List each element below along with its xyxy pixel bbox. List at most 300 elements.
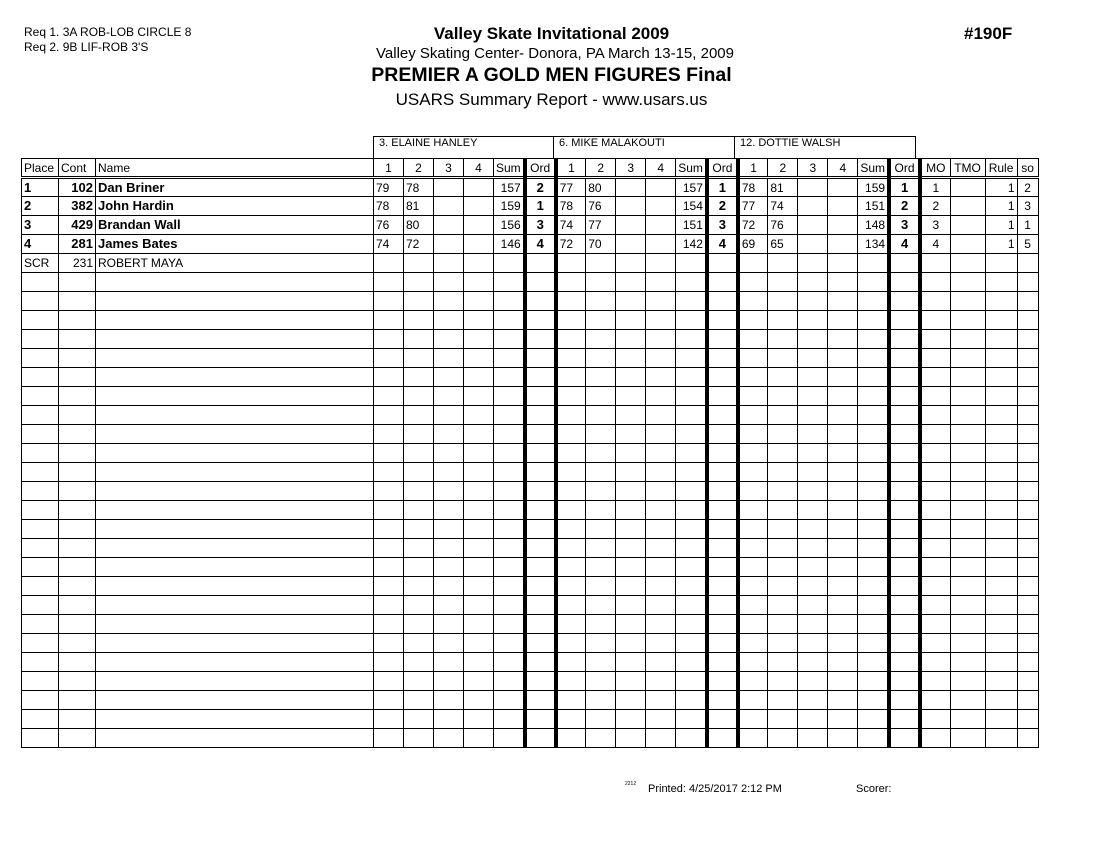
empty-cell [22, 406, 59, 425]
empty-cell [828, 368, 858, 387]
empty-cell [920, 596, 950, 615]
empty-row [22, 691, 1039, 710]
empty-cell [985, 463, 1017, 482]
empty-row [22, 710, 1039, 729]
empty-cell [676, 311, 707, 330]
empty-cell [464, 349, 494, 368]
empty-cell [525, 615, 556, 634]
score4-cell [646, 197, 676, 216]
col-j3-score1: 1 [738, 159, 768, 178]
result-row [22, 178, 1039, 197]
empty-cell [616, 501, 646, 520]
empty-cell [404, 634, 434, 653]
score2-cell [768, 254, 798, 273]
empty-cell [59, 558, 96, 577]
empty-cell [676, 406, 707, 425]
empty-cell [22, 577, 59, 596]
cont-cell: 102 [59, 178, 96, 197]
col-tmo: TMO [950, 159, 985, 178]
empty-cell [858, 482, 889, 501]
empty-cell [738, 672, 768, 691]
empty-cell [59, 672, 96, 691]
ord-cell: 4 [525, 235, 556, 254]
empty-cell [494, 653, 525, 672]
empty-cell [494, 273, 525, 292]
empty-cell [646, 539, 676, 558]
empty-cell [768, 330, 798, 349]
empty-cell [798, 463, 828, 482]
empty-cell [59, 463, 96, 482]
empty-cell [525, 330, 556, 349]
empty-cell [738, 653, 768, 672]
empty-cell [404, 330, 434, 349]
empty-cell [586, 311, 616, 330]
empty-cell [858, 615, 889, 634]
col-place: Place [22, 159, 59, 178]
score2-cell: 76 [768, 216, 798, 235]
col-rule: Rule [985, 159, 1017, 178]
empty-cell [464, 691, 494, 710]
name-cell: John Hardin [96, 197, 374, 216]
empty-cell [616, 691, 646, 710]
empty-cell [676, 425, 707, 444]
empty-cell [950, 273, 985, 292]
empty-cell [434, 558, 464, 577]
empty-cell [798, 425, 828, 444]
empty-cell [920, 273, 950, 292]
empty-cell [374, 330, 404, 349]
place-cell: 3 [22, 216, 59, 235]
empty-cell [1017, 691, 1038, 710]
score2-cell [586, 254, 616, 273]
empty-cell [1017, 330, 1038, 349]
empty-cell [374, 653, 404, 672]
empty-cell [768, 558, 798, 577]
empty-cell [707, 672, 738, 691]
empty-cell [525, 558, 556, 577]
empty-cell [828, 387, 858, 406]
empty-cell [828, 729, 858, 748]
sum-cell [676, 254, 707, 273]
empty-cell [59, 311, 96, 330]
col-j3-ord: Ord [889, 159, 920, 178]
tmo-cell [950, 254, 985, 273]
empty-cell [768, 349, 798, 368]
empty-cell [374, 634, 404, 653]
empty-cell [616, 577, 646, 596]
empty-cell [96, 577, 374, 596]
empty-cell [798, 482, 828, 501]
empty-cell [494, 596, 525, 615]
empty-cell [889, 634, 920, 653]
empty-row [22, 330, 1039, 349]
empty-cell [828, 349, 858, 368]
empty-cell [494, 349, 525, 368]
score1-cell: 74 [374, 235, 404, 254]
empty-cell [616, 729, 646, 748]
empty-cell [828, 292, 858, 311]
empty-cell [676, 710, 707, 729]
ord-cell [525, 254, 556, 273]
empty-cell [920, 444, 950, 463]
empty-cell [434, 691, 464, 710]
empty-cell [798, 596, 828, 615]
sum-cell [494, 254, 525, 273]
empty-cell [1017, 311, 1038, 330]
tmo-cell [950, 178, 985, 197]
empty-cell [22, 672, 59, 691]
empty-cell [858, 501, 889, 520]
empty-cell [96, 387, 374, 406]
empty-cell [768, 672, 798, 691]
empty-cell [798, 615, 828, 634]
empty-cell [707, 463, 738, 482]
empty-cell [889, 311, 920, 330]
empty-cell [646, 653, 676, 672]
empty-row [22, 368, 1039, 387]
empty-cell [586, 349, 616, 368]
empty-cell [434, 672, 464, 691]
ord-cell: 1 [525, 197, 556, 216]
empty-cell [494, 634, 525, 653]
empty-cell [96, 653, 374, 672]
score3-cell [798, 197, 828, 216]
empty-cell [374, 691, 404, 710]
score1-cell: 72 [738, 216, 768, 235]
empty-cell [525, 729, 556, 748]
empty-cell [404, 406, 434, 425]
empty-cell [616, 387, 646, 406]
empty-cell [96, 520, 374, 539]
empty-cell [22, 311, 59, 330]
empty-cell [768, 292, 798, 311]
col-j1-score1: 1 [374, 159, 404, 178]
empty-cell [768, 539, 798, 558]
empty-cell [1017, 482, 1038, 501]
empty-cell [556, 501, 586, 520]
empty-cell [525, 444, 556, 463]
score4-cell [646, 254, 676, 273]
empty-cell [586, 482, 616, 501]
empty-cell [22, 501, 59, 520]
empty-cell [707, 311, 738, 330]
empty-cell [1017, 463, 1038, 482]
empty-cell [768, 615, 798, 634]
empty-cell [1017, 729, 1038, 748]
empty-cell [798, 349, 828, 368]
score4-cell [828, 235, 858, 254]
empty-cell [858, 558, 889, 577]
empty-cell [96, 444, 374, 463]
empty-cell [798, 273, 828, 292]
score2-cell: 81 [768, 178, 798, 197]
score1-cell: 78 [556, 197, 586, 216]
score3-cell [434, 254, 464, 273]
empty-cell [616, 292, 646, 311]
empty-cell [950, 729, 985, 748]
ord-cell: 2 [707, 197, 738, 216]
empty-cell [646, 444, 676, 463]
empty-cell [646, 615, 676, 634]
empty-cell [950, 634, 985, 653]
score3-cell [798, 216, 828, 235]
col-j2-ord: Ord [707, 159, 738, 178]
col-j1-sum: Sum [494, 159, 525, 178]
empty-cell [525, 539, 556, 558]
empty-cell [889, 501, 920, 520]
empty-cell [616, 444, 646, 463]
result-row [22, 254, 1039, 273]
empty-cell [798, 444, 828, 463]
empty-cell [464, 482, 494, 501]
empty-cell [434, 634, 464, 653]
empty-cell [22, 349, 59, 368]
empty-cell [646, 729, 676, 748]
empty-cell [738, 387, 768, 406]
empty-cell [616, 672, 646, 691]
empty-cell [556, 729, 586, 748]
empty-cell [96, 273, 374, 292]
empty-cell [494, 577, 525, 596]
empty-cell [985, 425, 1017, 444]
empty-cell [889, 463, 920, 482]
col-j2-score2: 2 [586, 159, 616, 178]
empty-cell [828, 444, 858, 463]
tmo-cell [950, 235, 985, 254]
mo-cell: 2 [920, 197, 950, 216]
empty-cell [798, 558, 828, 577]
empty-cell [616, 349, 646, 368]
report-title: USARS Summary Report - www.usars.us [395, 90, 708, 109]
empty-cell [950, 292, 985, 311]
empty-cell [616, 463, 646, 482]
empty-row [22, 558, 1039, 577]
sum-cell: 146 [494, 235, 525, 254]
empty-cell [464, 501, 494, 520]
empty-cell [494, 558, 525, 577]
empty-cell [464, 634, 494, 653]
empty-cell [950, 558, 985, 577]
sum-cell: 157 [494, 178, 525, 197]
empty-cell [586, 368, 616, 387]
empty-cell [556, 292, 586, 311]
empty-cell [646, 425, 676, 444]
empty-cell [950, 653, 985, 672]
empty-cell [950, 501, 985, 520]
empty-cell [464, 311, 494, 330]
empty-cell [404, 482, 434, 501]
empty-cell [374, 558, 404, 577]
empty-cell [646, 520, 676, 539]
empty-cell [676, 330, 707, 349]
score2-cell: 80 [586, 178, 616, 197]
empty-cell [1017, 273, 1038, 292]
score4-cell [828, 178, 858, 197]
empty-cell [374, 577, 404, 596]
empty-cell [950, 710, 985, 729]
empty-cell [22, 596, 59, 615]
empty-cell [798, 672, 828, 691]
score1-cell: 79 [374, 178, 404, 197]
sum-cell: 159 [494, 197, 525, 216]
score2-cell: 77 [586, 216, 616, 235]
empty-cell [676, 387, 707, 406]
empty-cell [22, 729, 59, 748]
empty-cell [374, 615, 404, 634]
empty-cell [616, 558, 646, 577]
empty-cell [858, 425, 889, 444]
empty-cell [59, 634, 96, 653]
score2-cell: 65 [768, 235, 798, 254]
empty-cell [434, 273, 464, 292]
empty-cell [434, 311, 464, 330]
mo-cell: 4 [920, 235, 950, 254]
empty-cell [404, 672, 434, 691]
empty-cell [494, 710, 525, 729]
empty-cell [985, 330, 1017, 349]
empty-cell [920, 729, 950, 748]
empty-row [22, 539, 1039, 558]
empty-cell [676, 634, 707, 653]
empty-cell [646, 672, 676, 691]
empty-cell [404, 653, 434, 672]
empty-cell [1017, 596, 1038, 615]
empty-cell [738, 615, 768, 634]
empty-cell [768, 691, 798, 710]
empty-cell [59, 273, 96, 292]
empty-cell [889, 691, 920, 710]
empty-cell [950, 368, 985, 387]
empty-cell [858, 520, 889, 539]
empty-cell [59, 596, 96, 615]
empty-cell [738, 558, 768, 577]
mo-cell [920, 254, 950, 273]
empty-cell [494, 672, 525, 691]
score4-cell [828, 197, 858, 216]
empty-cell [676, 463, 707, 482]
empty-cell [494, 425, 525, 444]
col-j3-score4: 4 [828, 159, 858, 178]
empty-cell [950, 539, 985, 558]
empty-row [22, 501, 1039, 520]
empty-cell [464, 330, 494, 349]
empty-cell [1017, 577, 1038, 596]
place-cell: 1 [22, 178, 59, 197]
empty-cell [374, 292, 404, 311]
result-row [22, 197, 1039, 216]
empty-cell [96, 501, 374, 520]
empty-cell [434, 292, 464, 311]
score2-cell: 81 [404, 197, 434, 216]
sum-cell: 156 [494, 216, 525, 235]
empty-cell [586, 463, 616, 482]
judge-header-2: 6. MIKE MALAKOUTI [553, 136, 735, 158]
empty-cell [950, 520, 985, 539]
empty-cell [798, 539, 828, 558]
judge-header-1: 3. ELAINE HANLEY [373, 136, 554, 158]
col-j2-sum: Sum [676, 159, 707, 178]
empty-cell [768, 501, 798, 520]
empty-cell [556, 349, 586, 368]
empty-cell [985, 710, 1017, 729]
empty-cell [464, 520, 494, 539]
empty-cell [858, 330, 889, 349]
empty-cell [374, 463, 404, 482]
empty-cell [889, 710, 920, 729]
empty-cell [525, 634, 556, 653]
mo-cell: 1 [920, 178, 950, 197]
empty-cell [525, 653, 556, 672]
score4-cell [464, 235, 494, 254]
empty-cell [525, 672, 556, 691]
empty-row [22, 672, 1039, 691]
empty-cell [920, 482, 950, 501]
empty-cell [738, 311, 768, 330]
empty-cell [22, 463, 59, 482]
empty-cell [798, 520, 828, 539]
empty-cell [798, 691, 828, 710]
empty-cell [798, 729, 828, 748]
empty-cell [646, 406, 676, 425]
empty-cell [707, 577, 738, 596]
empty-cell [525, 596, 556, 615]
score4-cell [646, 178, 676, 197]
col-j1-ord: Ord [525, 159, 556, 178]
empty-cell [374, 729, 404, 748]
rule-cell: 1 [985, 197, 1017, 216]
col-name: Name [96, 159, 374, 178]
ord-cell [707, 254, 738, 273]
empty-cell [464, 463, 494, 482]
empty-cell [950, 596, 985, 615]
empty-cell [22, 615, 59, 634]
empty-cell [985, 482, 1017, 501]
empty-cell [525, 387, 556, 406]
empty-cell [59, 615, 96, 634]
empty-cell [434, 482, 464, 501]
empty-cell [1017, 710, 1038, 729]
empty-cell [858, 710, 889, 729]
empty-row [22, 311, 1039, 330]
empty-cell [556, 615, 586, 634]
empty-cell [525, 501, 556, 520]
empty-cell [586, 596, 616, 615]
empty-cell [985, 672, 1017, 691]
empty-cell [920, 520, 950, 539]
empty-cell [586, 672, 616, 691]
venue-dates: Valley Skating Center- Donora, PA March 13-15, 2009 [376, 45, 734, 62]
empty-cell [494, 691, 525, 710]
empty-cell [676, 539, 707, 558]
empty-cell [96, 311, 374, 330]
empty-cell [404, 596, 434, 615]
requirement-2: Req 2. 9B LIF-ROB 3'S [24, 40, 149, 54]
empty-cell [950, 482, 985, 501]
sum-cell: 151 [676, 216, 707, 235]
empty-cell [676, 482, 707, 501]
empty-cell [464, 596, 494, 615]
empty-cell [1017, 501, 1038, 520]
empty-cell [738, 292, 768, 311]
empty-cell [738, 539, 768, 558]
ord-cell: 4 [889, 235, 920, 254]
empty-cell [889, 482, 920, 501]
score1-cell [556, 254, 586, 273]
empty-cell [525, 311, 556, 330]
score4-cell [646, 235, 676, 254]
ord-cell: 2 [889, 197, 920, 216]
empty-cell [464, 368, 494, 387]
